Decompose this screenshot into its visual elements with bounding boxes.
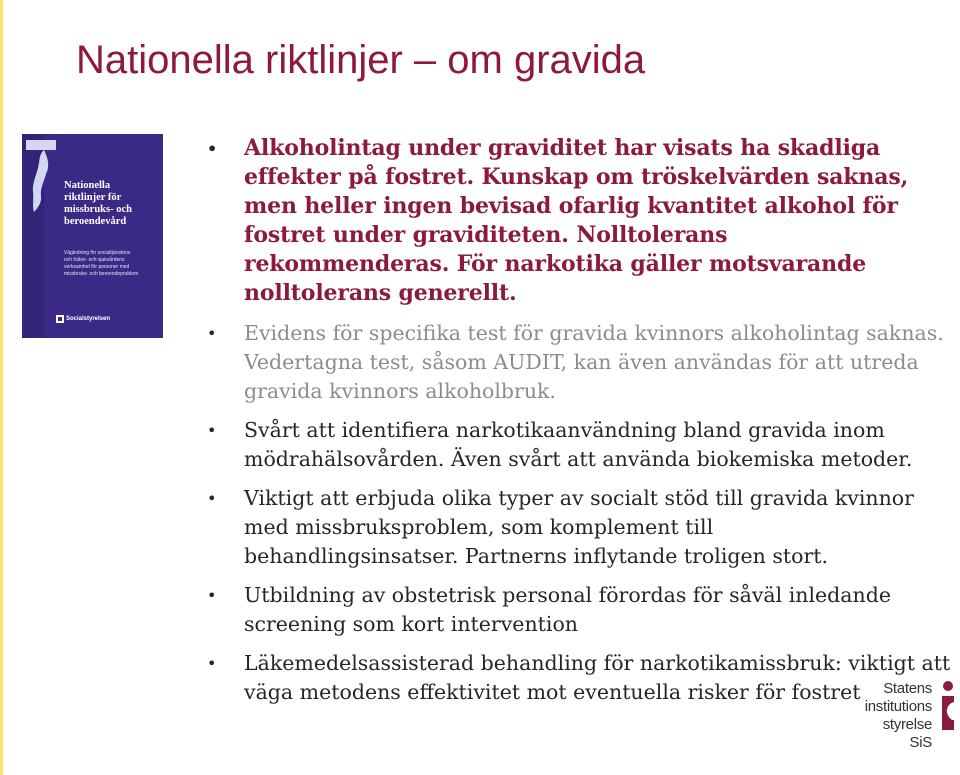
bullet-identify-drug-use — [204, 416, 954, 474]
bullet-staff-education — [204, 581, 954, 639]
bullet-line: mödrahälsovården. Även svårt att använda biokemiska metoder. — [244, 447, 913, 471]
sis-logo-text: Statens institutions styrelse SiS — [864, 680, 932, 751]
bullet-line: Vedertagna test, såsom AUDIT, kan även användas för att utreda — [244, 350, 919, 374]
bullet-line: Utbildning av obstetrisk personal förordas för såväl inledande — [244, 583, 891, 607]
slide-title: Nationella riktlinjer – om gravida — [76, 38, 646, 82]
bullet-medication-treatment — [204, 649, 954, 707]
bullet-list — [204, 134, 954, 707]
bullet-line: gravida kvinnors alkoholbruk. — [244, 379, 556, 403]
bullet-line: rekommenderas. För narkotika gäller motsvarande — [244, 251, 867, 277]
bullet-line: väga metodens effektivitet mot eventuella risker för fostret — [244, 680, 861, 704]
book-publisher: Socialstyrelsen — [66, 316, 111, 322]
sweden-map-icon — [24, 136, 58, 216]
book-title: Nationella riktlinjer för missbruks- och beroendevård — [64, 180, 132, 227]
bullet-evidence-tests — [204, 319, 954, 406]
bullet-line: med missbruksproblem, som komplement till — [244, 515, 714, 539]
bullet-line: Alkoholintag under graviditet har visats ha skadliga — [244, 135, 881, 161]
bullet-line: nolltolerans generellt. — [244, 280, 517, 306]
bullet-line: Läkemedelsassisterad behandling för narkotikamissbruk: viktigt att — [244, 651, 951, 675]
bullet-line: screening som kort intervention — [244, 612, 578, 636]
bullet-line: effekter på fostret. Kunskap om tröskelvärden saknas, — [244, 164, 909, 190]
bullet-line: men heller ingen bevisad ofarlig kvantitet alkohol för — [244, 193, 898, 219]
sis-logo — [864, 680, 960, 751]
book-subtitle: Vägledning för socialtjänstens och hälso- och sjukvårdens verksamhet för personer med missbruks- och beroendeproblem — [64, 250, 139, 277]
bullet-social-support — [204, 484, 954, 571]
bullet-line: Viktigt att erbjuda olika typer av socialt stöd till gravida kvinnor — [244, 486, 914, 510]
bullet-line: Evidens för specifika test för gravida kvinnors alkoholintag saknas. — [244, 321, 944, 345]
bullet-alcohol-pregnancy — [204, 134, 954, 308]
left-accent-rule — [0, 0, 3, 775]
bullet-line: behandlingsinsatser. Partnerns inflytande troligen stort. — [244, 544, 829, 568]
book-cover-image — [22, 134, 163, 338]
sis-logo-icon — [938, 680, 958, 736]
bullet-line: fostret under graviditeten. Nolltolerans — [244, 222, 728, 248]
bullet-line: Svårt att identifiera narkotikaanvändning bland gravida inom — [244, 418, 885, 442]
socialstyrelsen-logo-icon — [56, 315, 64, 323]
